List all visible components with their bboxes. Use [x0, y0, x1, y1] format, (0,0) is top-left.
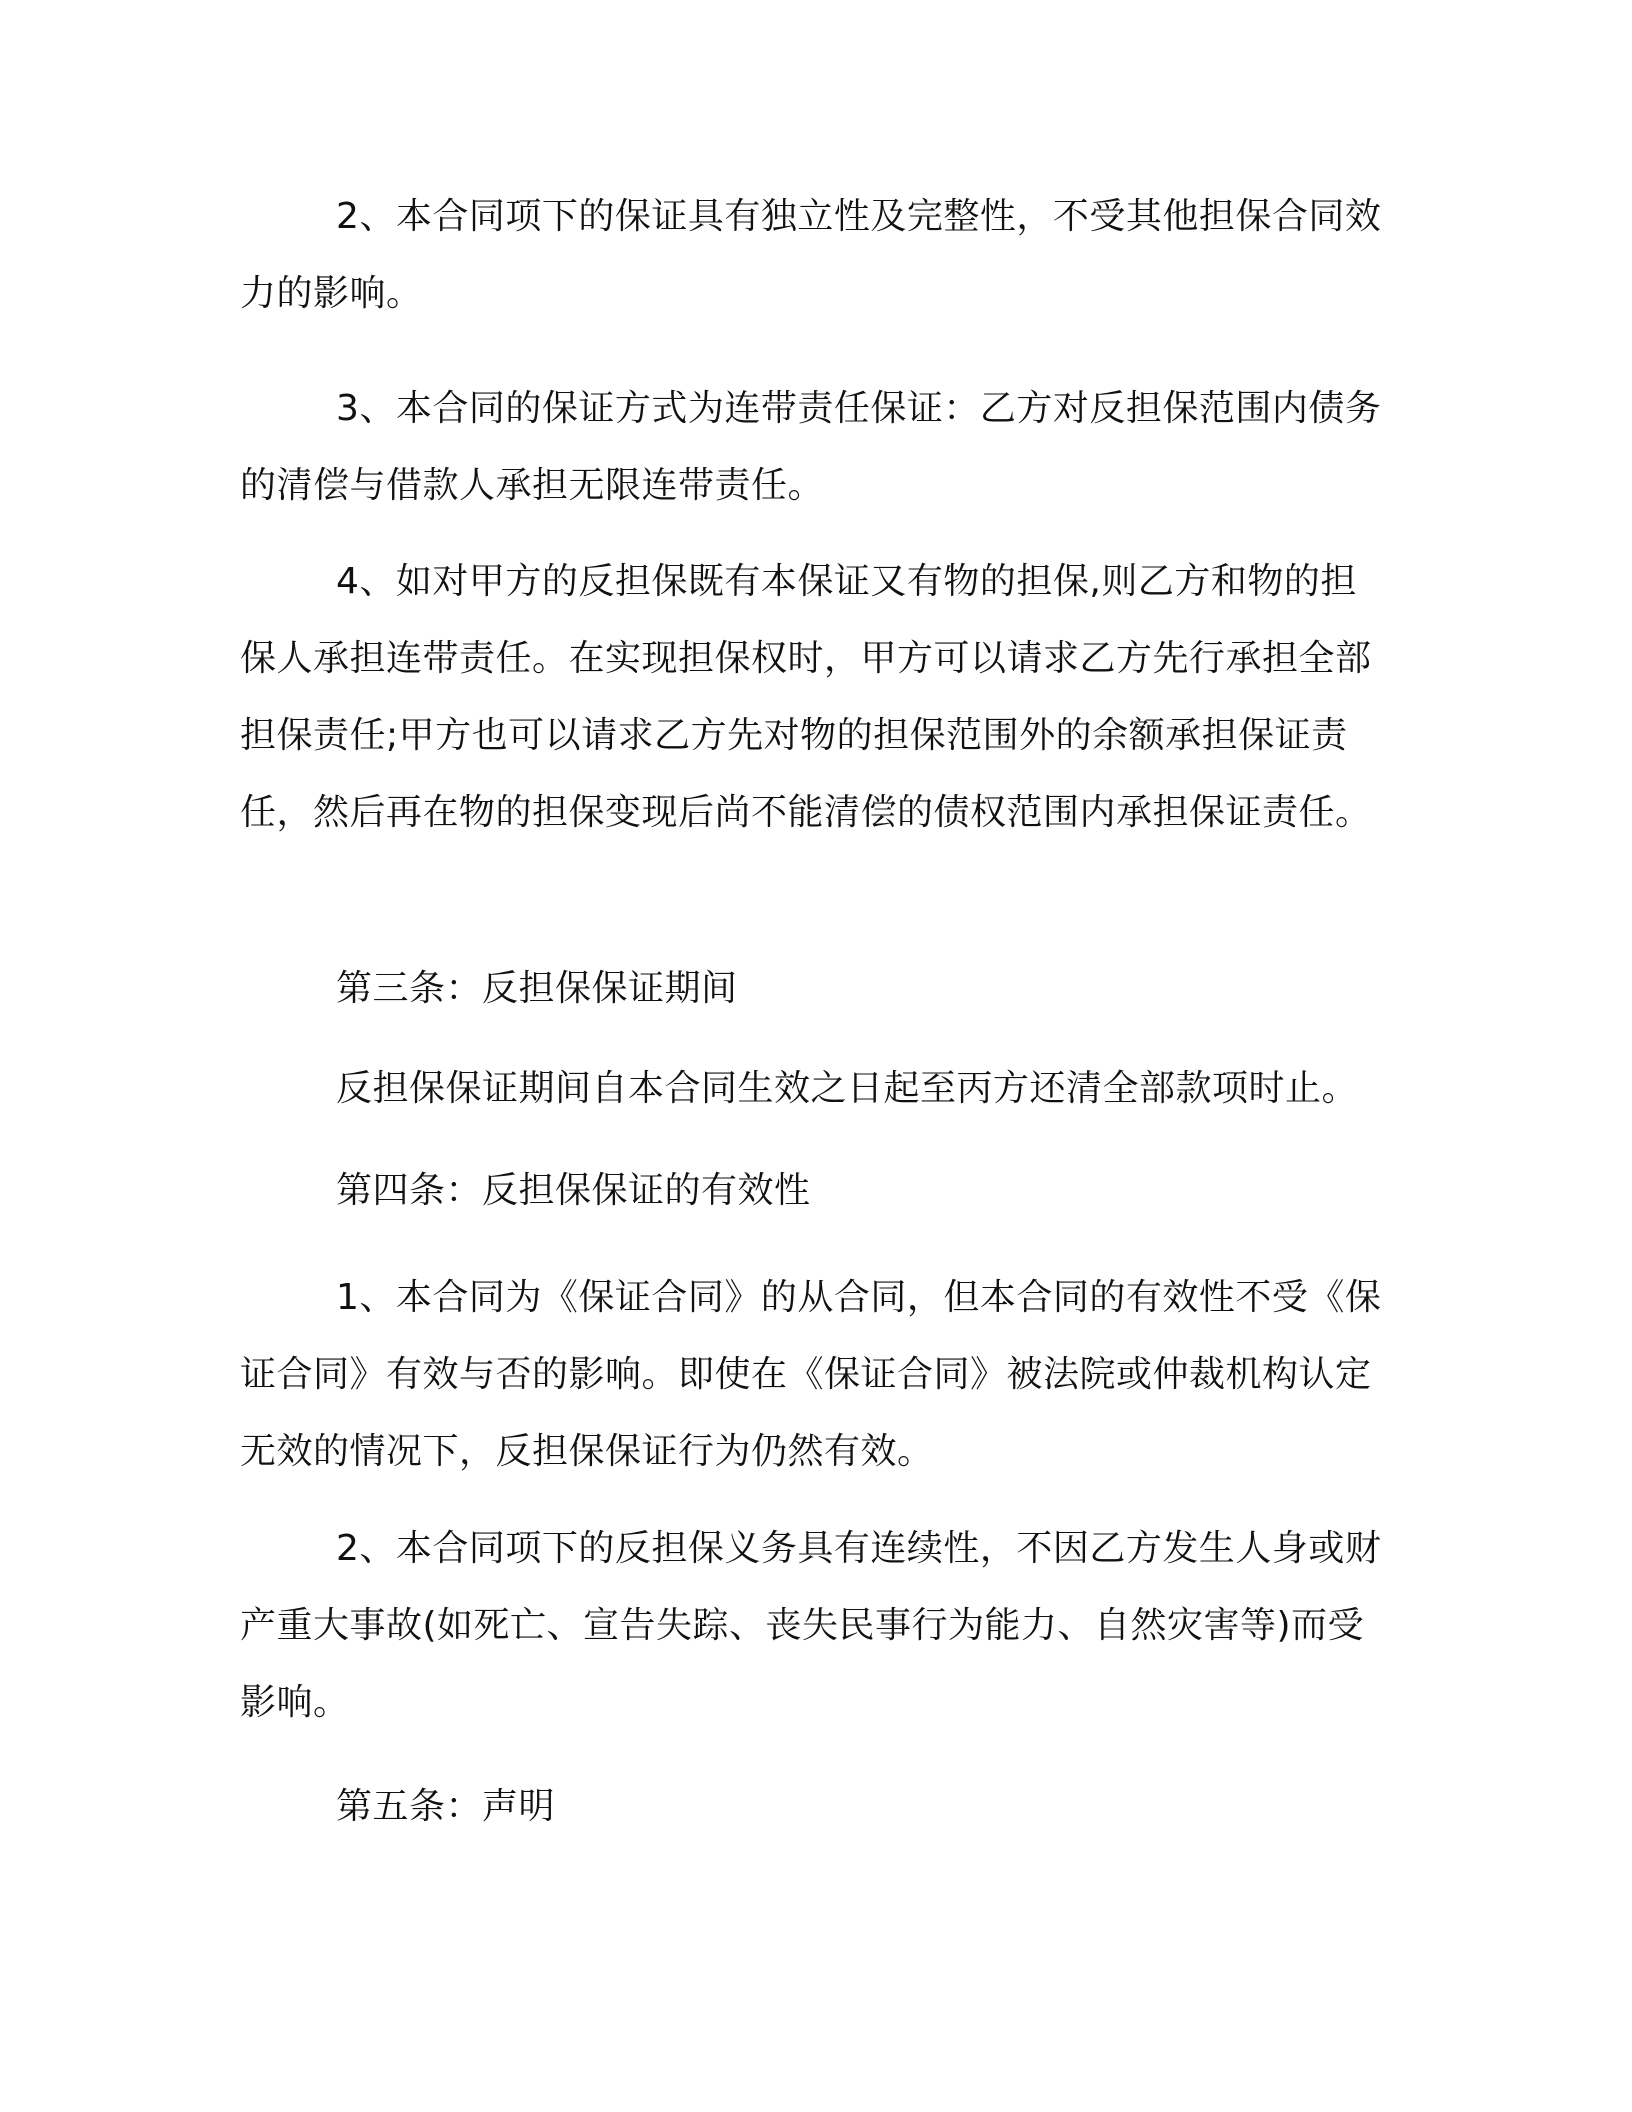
clause-4-joint-liability: 4、如对甲方的反担保既有本保证又有物的担保,则乙方和物的担保人承担连带责任。在实现担保权时，甲方可以请求乙方先行承担全部担保责任;甲方也可以请求乙方先对物的担保范围外的余额承担保证责任，然后再在物的担保变现后尚不能清偿的债权范围内承担保证责任。 — [240, 561, 1372, 833]
article-4-clause-1: 1、本合同为《保证合同》的从合同，但本合同的有效性不受《保证合同》有效与否的影响。即使在《保证合同》被法院或仲裁机构认定无效的情况下，反担保保证行为仍然有效。 — [240, 1277, 1382, 1472]
article-3-body: 反担保保证期间自本合同生效之日起至丙方还清全部款项时止。 — [336, 1068, 1359, 1109]
article-5-heading: 第五条：声明 — [336, 1786, 556, 1827]
article-3-heading: 第三条：反担保保证期间 — [336, 968, 738, 1009]
article-4-clause-2: 2、本合同项下的反担保义务具有连续性，不因乙方发生人身或财产重大事故(如死亡、宣告失踪、丧失民事行为能力、自然灾害等)而受影响。 — [240, 1528, 1382, 1723]
clause-2-independence: 2、本合同项下的保证具有独立性及完整性，不受其他担保合同效力的影响。 — [240, 196, 1382, 314]
article-4-heading: 第四条：反担保保证的有效性 — [336, 1170, 811, 1211]
clause-3-guarantee-method: 3、本合同的保证方式为连带责任保证：乙方对反担保范围内债务的清偿与借款人承担无限连带责任。 — [240, 388, 1382, 506]
